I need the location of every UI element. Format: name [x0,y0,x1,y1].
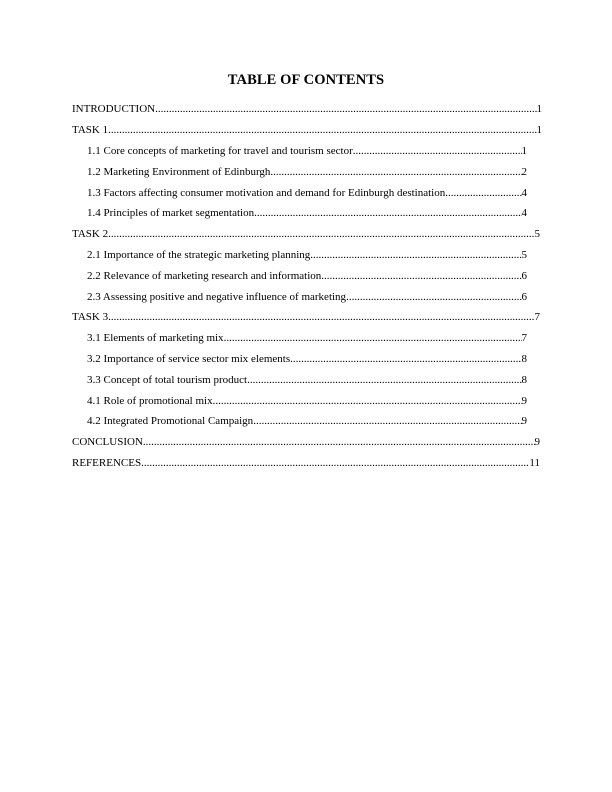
toc-entry-1-4[interactable] [87,206,527,220]
toc-entry-3-2[interactable] [87,352,527,366]
toc-entry-label: 1.3 Factors affecting consumer motivation and demand for Edinburgh destination [87,187,446,199]
toc-entry-page: 1 [521,145,527,157]
toc-dot-leader [155,102,536,116]
toc-dot-leader [445,186,521,200]
toc-entry-page: 7 [534,311,540,323]
toc-entry-3-3[interactable] [87,373,527,387]
toc-entry-page: 5 [534,228,540,240]
toc-entry-conclusion[interactable] [72,435,540,449]
toc-entry-page: 9 [534,436,540,448]
toc-dot-leader [321,269,521,283]
toc-dot-leader [108,310,534,324]
toc-entry-label: 3.2 Importance of service sector mix elements [87,353,291,365]
toc-entry-page: 8 [521,374,527,386]
toc-dot-leader [224,331,522,345]
toc-entry-label: 3.1 Elements of marketing mix [87,332,224,344]
toc-entry-page: 1 [536,124,542,136]
toc-entry-label: 2.2 Relevance of marketing research and information [87,270,322,282]
toc-entry-label: 4.2 Integrated Promotional Campaign [87,415,254,427]
toc-dot-leader [108,123,536,137]
toc-entry-label: TASK 2 [72,228,109,240]
toc-entry-label: 2.1 Importance of the strategic marketing planning [87,249,311,261]
toc-entry-label: 1.4 Principles of market segmentation [87,207,255,219]
toc-entry-page: 4 [521,207,527,219]
toc-entry-page: 7 [521,332,527,344]
toc-dot-leader [290,352,521,366]
toc-entry-label: TASK 1 [72,124,109,136]
toc-entry-3-1[interactable] [87,331,527,345]
toc-entry-1-3[interactable] [87,186,527,200]
toc-dot-leader [346,290,521,304]
toc-dot-leader [141,456,529,470]
toc-entry-2-1[interactable] [87,248,527,262]
toc-entry-task-2[interactable] [72,227,540,241]
toc-dot-leader [108,227,534,241]
toc-entry-task-3[interactable] [72,310,540,324]
toc-entry-label: 2.3 Assessing positive and negative influence of marketing [87,291,347,303]
toc-dot-leader [353,144,522,158]
toc-entry-label: 1.1 Core concepts of marketing for travel and tourism sector [87,145,353,157]
toc-dot-leader [254,206,521,220]
toc-dot-leader [213,394,522,408]
toc-entry-introduction[interactable] [72,102,542,116]
toc-entry-page: 6 [521,291,527,303]
toc-dot-leader [143,435,535,449]
toc-dot-leader [253,414,521,428]
toc-entry-label: REFERENCES [72,457,142,469]
toc-entry-page: 1 [536,103,542,115]
toc-entry-2-2[interactable] [87,269,527,283]
toc-entry-label: 3.3 Concept of total tourism product [87,374,248,386]
toc-entry-label: 4.1 Role of promotional mix [87,395,213,407]
toc-entry-2-3[interactable] [87,290,527,304]
toc-entry-page: 5 [521,249,527,261]
toc-entry-label: CONCLUSION [72,436,143,448]
toc-title: TABLE OF CONTENTS [227,72,385,88]
toc-entry-page: 4 [521,187,527,199]
toc-dot-leader [247,373,521,387]
toc-entry-1-2[interactable] [87,165,527,179]
toc-entry-label: 1.2 Marketing Environment of Edinburgh [87,166,271,178]
toc-dot-leader [270,165,521,179]
toc-entry-page: 9 [521,415,527,427]
toc-entry-label: INTRODUCTION [72,103,156,115]
toc-entry-4-1[interactable] [87,394,527,408]
toc-entry-1-1[interactable] [87,144,527,158]
toc-entry-page: 8 [521,353,527,365]
toc-entry-page: 6 [521,270,527,282]
toc-entry-page: 11 [529,457,540,469]
toc-dot-leader [310,248,521,262]
toc-entry-page: 9 [521,395,527,407]
toc-entry-page: 2 [521,166,527,178]
toc-entry-task-1[interactable] [72,123,542,137]
toc-entry-label: TASK 3 [72,311,109,323]
toc-entry-4-2[interactable] [87,414,527,428]
toc-entry-references[interactable] [72,456,540,470]
